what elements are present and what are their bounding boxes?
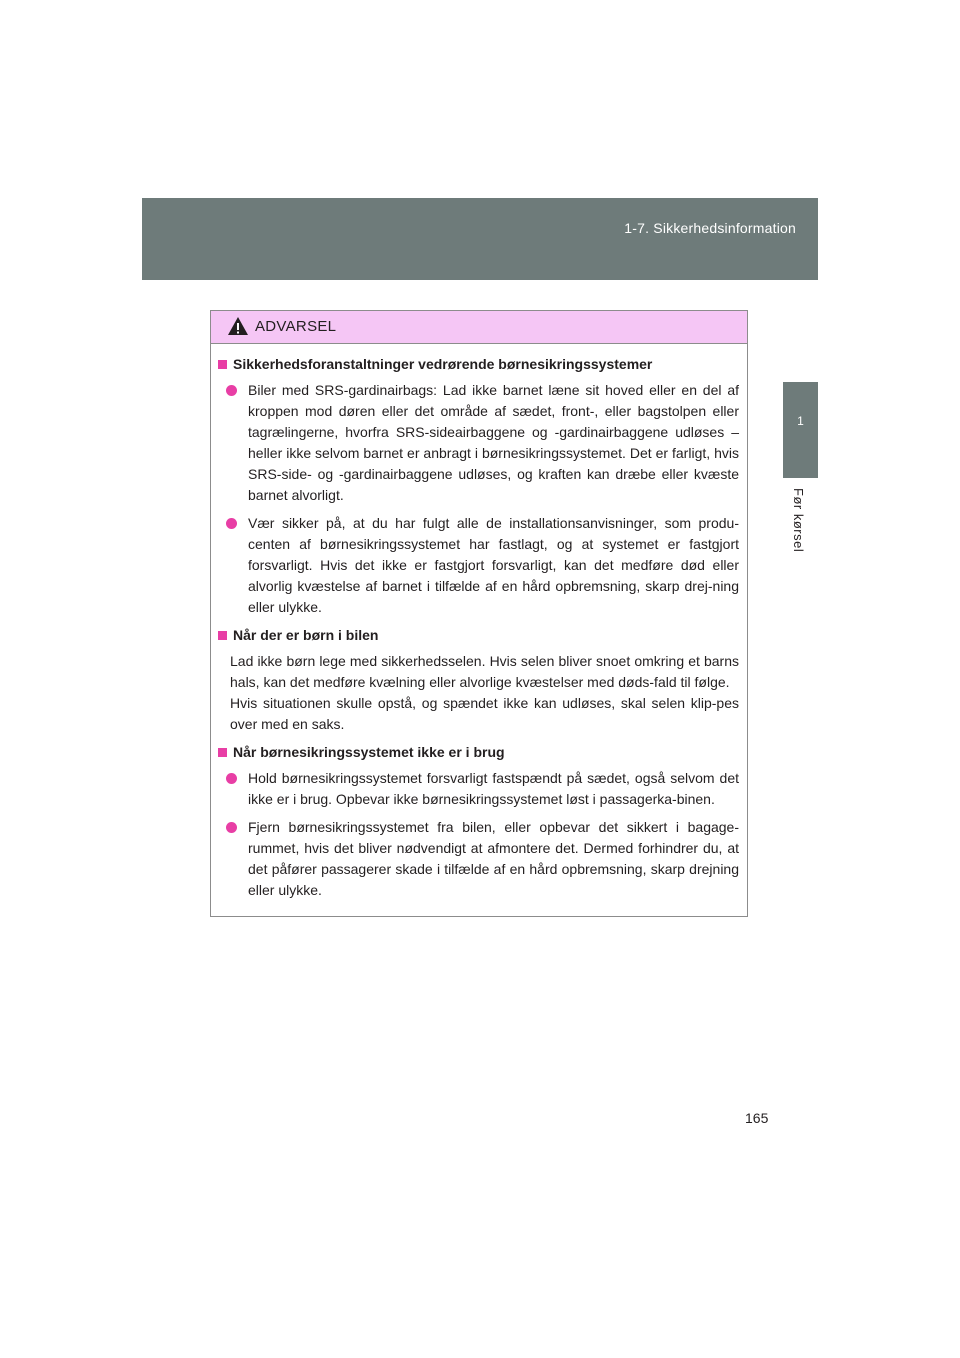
bullet-dot-icon: [226, 385, 237, 396]
list-item-text: Fjern børnesikringssystemet fra bilen, eller opbevar det sikkert i bagage-rummet, hvis det bliver nødvendigt at afmontere det. Dermed forhindrer du, at det påfører passagerer skade i tilfælde af en hård opbremsning, skarp drejning eller ulykke.: [248, 819, 739, 898]
chapter-tab: [783, 382, 818, 478]
chapter-number: 1: [797, 414, 804, 428]
list-item-text: Biler med SRS-gardinairbags: Lad ikke barnet læne sit hoved eller en del af kroppen mod døren eller det område af sædet, front-, eller bagstolpen eller tagrælingerne, hvorfra SRS-sideairbaggene og -gardinairbaggene udløses – heller ikke selvom barnet er anbragt i børnesikringssystemet. Det er farligt, hvis SRS-side- og -gardinairbaggene udløses, og kraften kan dræbe eller kvæste barnet alvorligt.: [248, 382, 739, 503]
chapter-title: Før kørsel: [791, 488, 806, 553]
list-item-text: Hold børnesikringssystemet forsvarligt fastspændt på sædet, også selvom det ikke er i brug. Opbevar ikke børnesikringssystemet løst i passagerka-binen.: [248, 770, 739, 807]
paragraph: [230, 651, 739, 735]
list-item: [225, 768, 739, 810]
section-heading: [218, 354, 739, 375]
bullet-dot-icon: [226, 822, 237, 833]
paragraph-text: Hvis situationen skulle opstå, og spændet ikke kan udløses, skal selen klip-pes over med en saks.: [230, 695, 739, 732]
warning-box: [210, 310, 748, 917]
list-item: [225, 380, 739, 506]
section-heading-text: Sikkerhedsforanstaltninger vedrørende børnesikringssystemer: [233, 356, 653, 372]
warning-title: ADVARSEL: [255, 318, 337, 335]
section-heading: [218, 742, 739, 763]
warning-triangle-icon: [227, 316, 249, 336]
section-heading-text: Når der er børn i bilen: [233, 627, 379, 643]
section-title: 1-7. Sikkerhedsinformation: [624, 220, 796, 236]
bullet-dot-icon: [226, 518, 237, 529]
square-bullet-icon: [218, 748, 227, 757]
section-heading-text: Når børnesikringssystemet ikke er i brug: [233, 744, 505, 760]
square-bullet-icon: [218, 631, 227, 640]
list-item-text: Vær sikker på, at du har fulgt alle de installationsanvisninger, som produ-centen af børnesikringssystemet har fastlagt, og at systemet er fastgjort forsvarligt. Hvis det ikke er fastgjort forsvarligt, kan det medføre død eller alvorlig kvæstelse af barnet i tilfælde af en hård opbremsning, skarp drej-ning eller ulykke.: [248, 515, 739, 615]
warning-header: [211, 311, 747, 344]
bullet-dot-icon: [226, 773, 237, 784]
paragraph-text: Lad ikke børn lege med sikkerhedsselen. Hvis selen bliver snoet omkring et barns hals, kan det medføre kvælning eller alvorlige kvæstelser med døds-fald til følge.: [230, 653, 739, 690]
warning-body: [211, 344, 747, 901]
list-item: [225, 817, 739, 901]
section-heading: [218, 625, 739, 646]
list-item: [225, 513, 739, 618]
page-number: 165: [745, 1110, 769, 1126]
header-band: [142, 198, 818, 280]
square-bullet-icon: [218, 360, 227, 369]
